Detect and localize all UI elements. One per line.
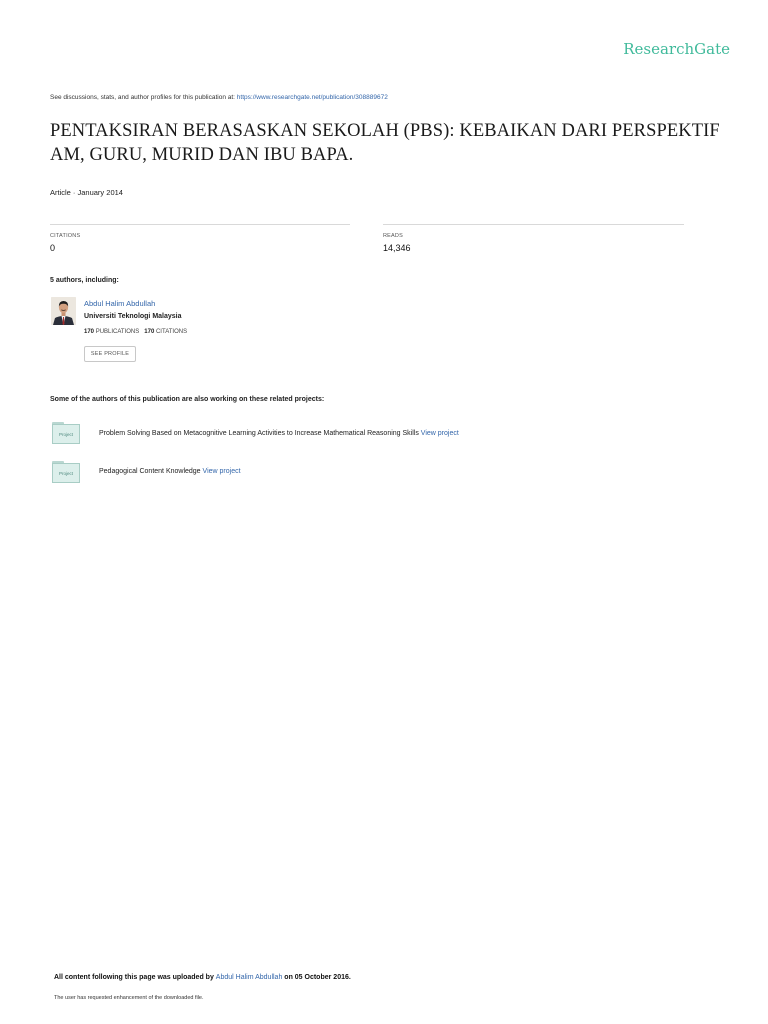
upload-notice (54, 974, 351, 981)
author-citations-count: 170 (144, 329, 155, 335)
citations-divider (50, 224, 350, 225)
reads-value: 14,346 (383, 243, 411, 253)
reads-divider (383, 224, 684, 225)
author-citations-label: CITATIONS (155, 329, 188, 335)
see-profile-button[interactable]: SEE PROFILE (84, 346, 136, 362)
paper-title: PENTAKSIRAN BERASASKAN SEKOLAH (PBS): KEBAIKAN DARI PERSPEKTIF AM, GURU, MURID DAN IBU BAPA. (50, 121, 720, 165)
source-text: See discussions, stats, and author profiles for this publication at: (50, 94, 237, 101)
project-item (99, 468, 241, 475)
publications-label: PUBLICATIONS (95, 329, 140, 335)
upload-prefix: All content following this page was uploaded by (54, 974, 216, 981)
author-name-link[interactable]: Abdul Halim Abdullah (84, 299, 156, 308)
citations-value: 0 (50, 243, 56, 253)
publications-count: 170 (84, 329, 95, 335)
enhancement-note: The user has requested enhancement of the downloaded file. (54, 995, 204, 1001)
project-title: Problem Solving Based on Metacognitive Learning Activities to Increase Mathematical Reasoning Skills (99, 430, 421, 437)
project-icon-label: Project (52, 424, 80, 444)
upload-suffix: on 05 October 2016. (282, 974, 351, 981)
publication-url-link[interactable]: https://www.researchgate.net/publication/308889672 (236, 94, 388, 101)
author-metrics (84, 329, 187, 335)
authors-heading: 5 authors, including: (50, 277, 119, 284)
project-folder-icon[interactable] (52, 461, 82, 483)
researchgate-logo[interactable]: ResearchGate (623, 40, 730, 58)
view-project-link[interactable]: View project (202, 468, 241, 475)
uploader-link[interactable]: Abdul Halim Abdullah (215, 974, 283, 981)
project-icon-label: Project (52, 463, 80, 483)
publication-source-line (50, 94, 388, 101)
author-avatar[interactable] (51, 297, 76, 325)
project-folder-icon[interactable] (52, 422, 82, 444)
citations-label: CITATIONS (50, 233, 81, 239)
reads-label: READS (383, 233, 403, 239)
projects-heading: Some of the authors of this publication are also working on these related projects: (50, 396, 325, 403)
author-affiliation: Universiti Teknologi Malaysia (84, 313, 182, 320)
author-photo-icon (51, 297, 76, 325)
project-item (99, 430, 459, 437)
article-meta: Article · January 2014 (50, 188, 123, 197)
view-project-link[interactable]: View project (420, 430, 459, 437)
project-title: Pedagogical Content Knowledge (99, 468, 203, 475)
